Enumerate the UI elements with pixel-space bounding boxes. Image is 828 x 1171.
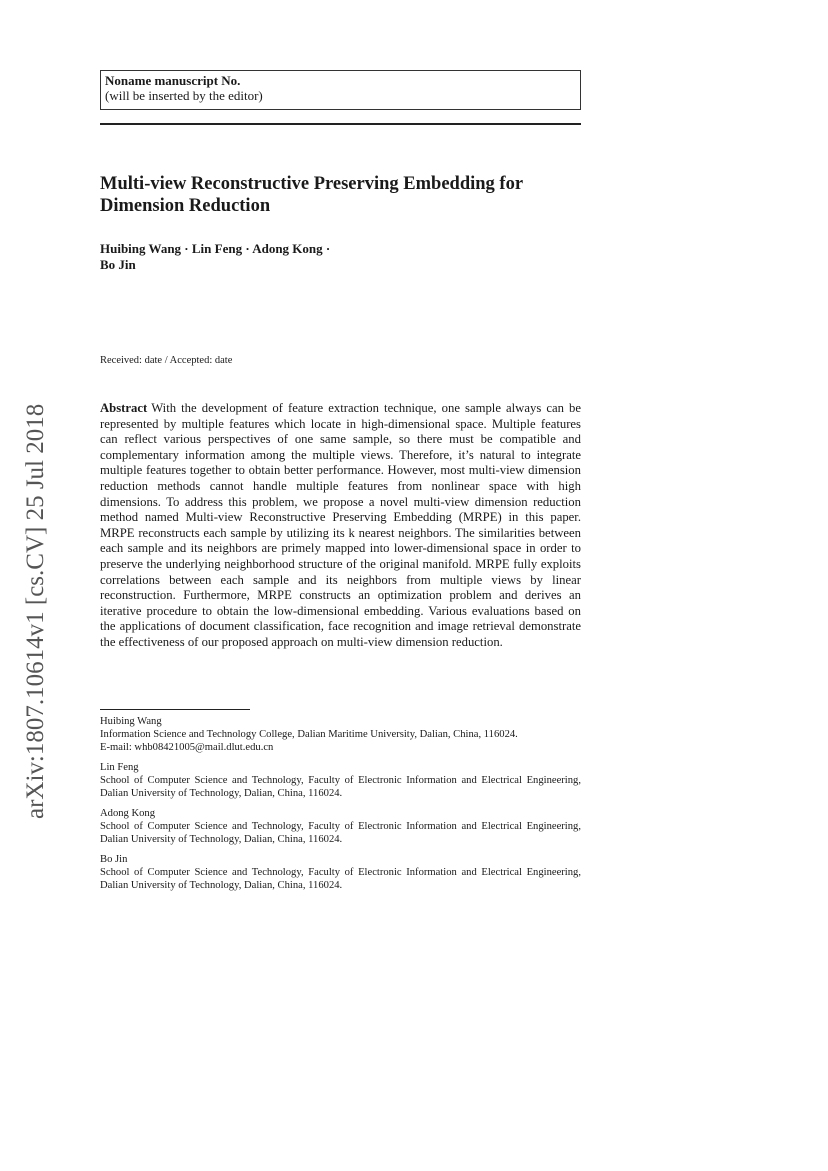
manuscript-number: Noname manuscript No. — [105, 73, 241, 88]
affiliation-jin — [100, 853, 581, 892]
footnote-rule — [100, 709, 250, 710]
affiliation-address: School of Computer Science and Technology, Faculty of Electronic Information and Electrical Engineering, Dalian University of Technology, Dalian, China, 116024. — [100, 867, 581, 891]
paper-title: Multi-view Reconstructive Preserving Embedding for Dimension Reduction — [100, 174, 523, 216]
affiliations — [100, 715, 581, 899]
abstract-label: Abstract — [100, 401, 148, 415]
authors-line-2: Bo Jin — [100, 257, 136, 272]
author-list — [100, 241, 500, 273]
affiliation-kong — [100, 807, 581, 846]
abstract — [100, 401, 581, 651]
editor-box — [100, 70, 581, 110]
affiliation-wang — [100, 715, 581, 754]
affiliation-address: School of Computer Science and Technology, Faculty of Electronic Information and Electrical Engineering, Dalian University of Technology, Dalian, China, 116024. — [100, 775, 581, 799]
affiliation-address: School of Computer Science and Technology, Faculty of Electronic Information and Electrical Engineering, Dalian University of Technology, Dalian, China, 116024. — [100, 821, 581, 845]
affiliation-feng — [100, 761, 581, 800]
authors-line-1: Huibing Wang · Lin Feng · Adong Kong · — [100, 241, 331, 256]
affiliation-email: E-mail: whb08421005@mail.dlut.edu.cn — [100, 742, 274, 753]
affiliation-name: Adong Kong — [100, 808, 156, 819]
arxiv-identifier: arXiv:1807.10614v1 [cs.CV] 25 Jul 2018 — [22, 403, 49, 819]
affiliation-name: Bo Jin — [100, 854, 128, 865]
affiliation-name: Huibing Wang — [100, 716, 162, 727]
header-rule — [100, 123, 581, 125]
editor-note: (will be inserted by the editor) — [105, 88, 263, 103]
affiliation-name: Lin Feng — [100, 762, 139, 773]
abstract-text: With the development of feature extraction technique, one sample always can be represented by multiple features which locate in high-dimensional space. Multiple features can reflect various perspectives of one same sample, so there must be compatible and complementary information among the multiple views. Therefore, it’s natural to integrate multiple features together to obtain better performance. However, most multi-view dimension reduction methods cannot handle multiple features from nonlinear space with high dimensions. To address this problem, we propose a novel multi-view dimension reduction method named Multi-view Reconstructive Preserving Embedding (MRPE) in this paper. MRPE reconstructs each sample by utilizing its k nearest neighbors. The similarities between each sample and its neighbors are primely mapped into lower-dimensional space in order to preserve the underlying neighborhood structure of the original manifold. MRPE fully exploits correlations between each sample and its neighbors from multiple views by linear reconstruction. Furthermore, MRPE constructs an optimization problem and derives an iterative procedure to obtain the low-dimensional embedding. Various evaluations based on the applications of document classification, face recognition and image retrieval demonstrate the effectiveness of our proposed approach on multi-view dimension reduction. — [100, 401, 581, 649]
received-date: Received: date / Accepted: date — [100, 355, 233, 366]
affiliation-address: Information Science and Technology College, Dalian Maritime University, Dalian, China, 116024. — [100, 729, 518, 740]
